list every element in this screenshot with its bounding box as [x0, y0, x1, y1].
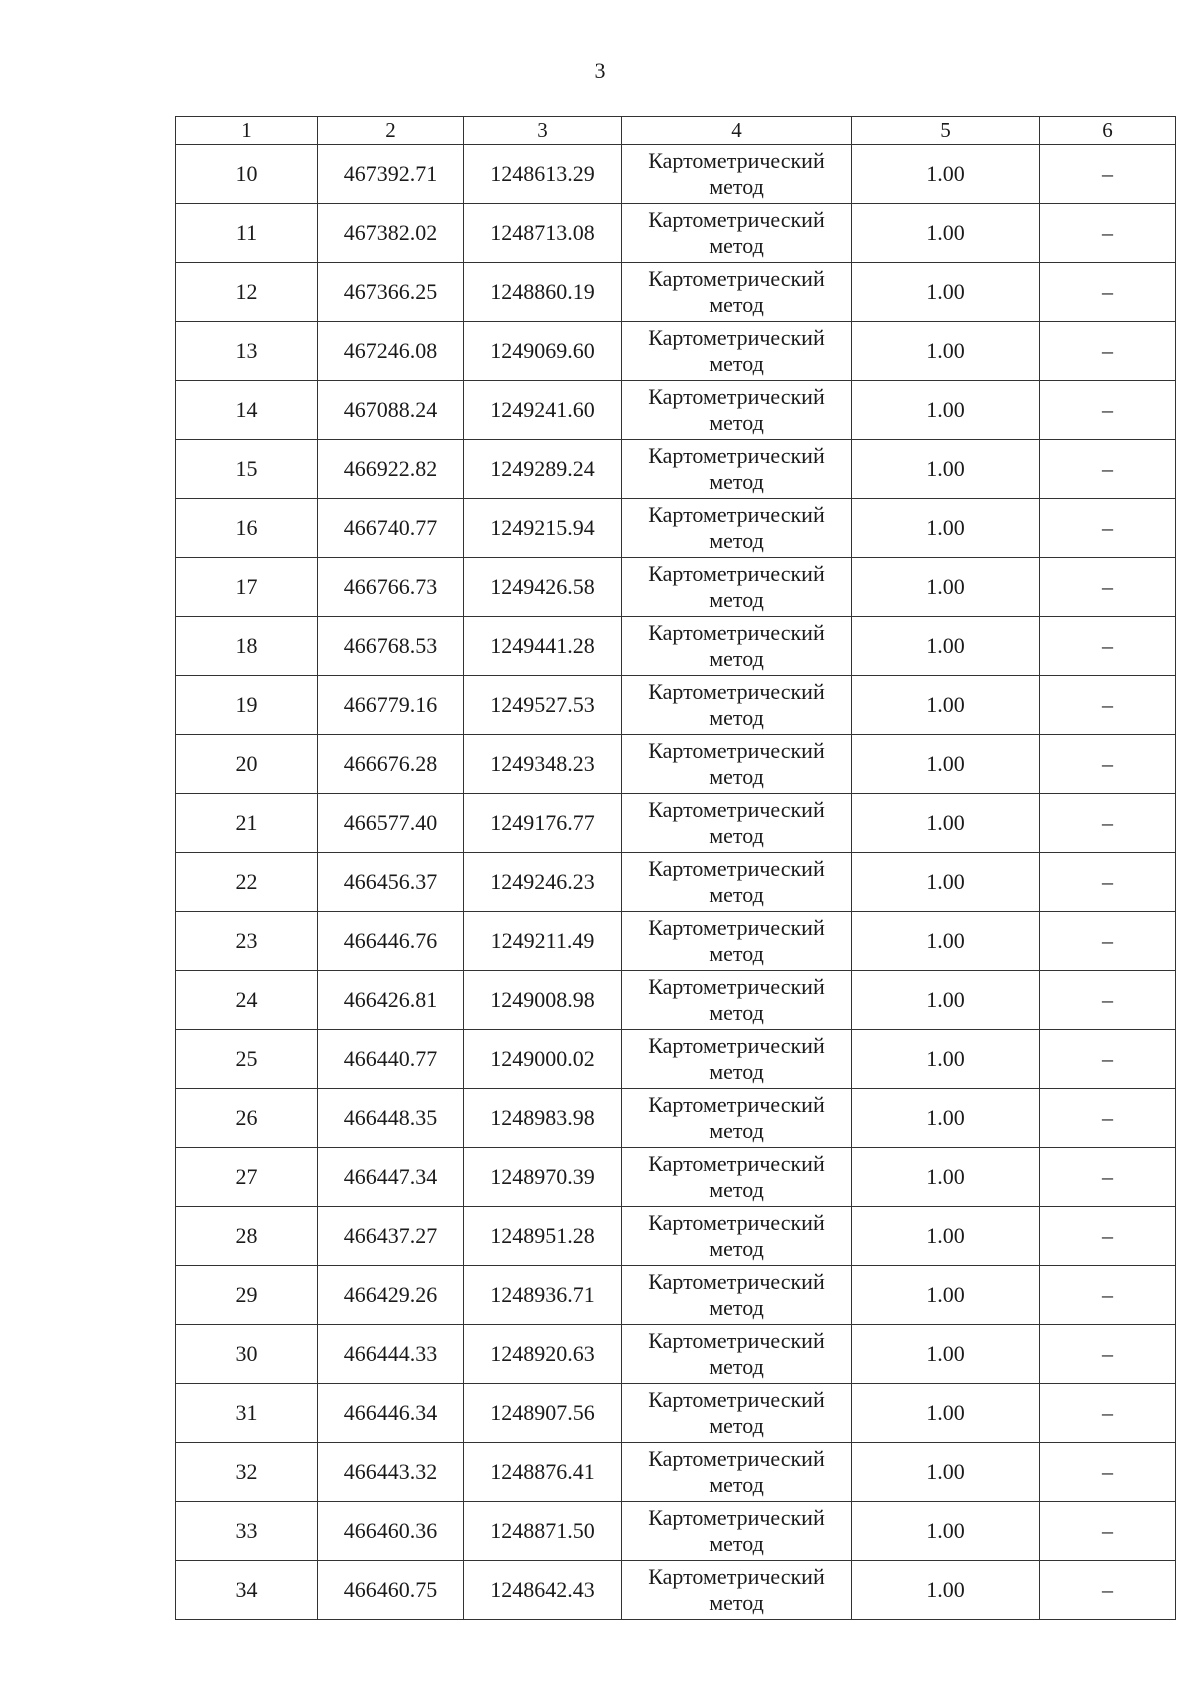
x-coordinate-cell: 466444.33	[318, 1325, 464, 1384]
point-number-cell: 30	[176, 1325, 318, 1384]
method-line-2: метод	[709, 882, 764, 907]
accuracy-cell: 1.00	[852, 1443, 1040, 1502]
point-number-cell: 28	[176, 1207, 318, 1266]
method-line-2: метод	[709, 1059, 764, 1084]
method-cell	[622, 1443, 852, 1502]
y-coordinate-cell: 1248613.29	[464, 145, 622, 204]
accuracy-cell: 1.00	[852, 1030, 1040, 1089]
note-cell: –	[1040, 1148, 1176, 1207]
note-cell: –	[1040, 558, 1176, 617]
method-cell	[622, 381, 852, 440]
method-line-1: Картометрический	[648, 738, 825, 763]
method-line-1: Картометрический	[648, 384, 825, 409]
y-coordinate-cell: 1249246.23	[464, 853, 622, 912]
note-cell: –	[1040, 1266, 1176, 1325]
point-number-cell: 20	[176, 735, 318, 794]
y-coordinate-cell: 1248642.43	[464, 1561, 622, 1620]
method-line-2: метод	[709, 1354, 764, 1379]
method-line-1: Картометрический	[648, 502, 825, 527]
note-cell: –	[1040, 617, 1176, 676]
accuracy-cell: 1.00	[852, 1325, 1040, 1384]
method-line-1: Картометрический	[648, 1151, 825, 1176]
method-line-2: метод	[709, 1413, 764, 1438]
method-line-1: Картометрический	[648, 974, 825, 999]
method-line-2: метод	[709, 292, 764, 317]
point-number-cell: 19	[176, 676, 318, 735]
x-coordinate-cell: 467246.08	[318, 322, 464, 381]
method-line-2: метод	[709, 1531, 764, 1556]
x-coordinate-cell: 466443.32	[318, 1443, 464, 1502]
point-number-cell: 31	[176, 1384, 318, 1443]
method-line-1: Картометрический	[648, 1328, 825, 1353]
y-coordinate-cell: 1249527.53	[464, 676, 622, 735]
y-coordinate-cell: 1248983.98	[464, 1089, 622, 1148]
method-line-1: Картометрический	[648, 1269, 825, 1294]
header-cell-4: 4	[622, 117, 852, 145]
point-number-cell: 18	[176, 617, 318, 676]
method-cell	[622, 1148, 852, 1207]
method-cell	[622, 1030, 852, 1089]
coordinates-table	[175, 116, 1176, 1620]
point-number-cell: 33	[176, 1502, 318, 1561]
method-line-2: метод	[709, 1295, 764, 1320]
method-cell	[622, 1266, 852, 1325]
y-coordinate-cell: 1249426.58	[464, 558, 622, 617]
point-number-cell: 29	[176, 1266, 318, 1325]
accuracy-cell: 1.00	[852, 912, 1040, 971]
x-coordinate-cell: 466447.34	[318, 1148, 464, 1207]
point-number-cell: 17	[176, 558, 318, 617]
method-line-1: Картометрический	[648, 679, 825, 704]
method-cell	[622, 617, 852, 676]
method-cell	[622, 853, 852, 912]
method-line-2: метод	[709, 646, 764, 671]
accuracy-cell: 1.00	[852, 558, 1040, 617]
y-coordinate-cell: 1249176.77	[464, 794, 622, 853]
method-line-1: Картометрический	[648, 1387, 825, 1412]
y-coordinate-cell: 1248876.41	[464, 1443, 622, 1502]
point-number-cell: 32	[176, 1443, 318, 1502]
x-coordinate-cell: 466768.53	[318, 617, 464, 676]
table-row	[176, 204, 1176, 263]
y-coordinate-cell: 1249215.94	[464, 499, 622, 558]
accuracy-cell: 1.00	[852, 676, 1040, 735]
table-row	[176, 263, 1176, 322]
x-coordinate-cell: 466779.16	[318, 676, 464, 735]
method-cell	[622, 1561, 852, 1620]
accuracy-cell: 1.00	[852, 735, 1040, 794]
x-coordinate-cell: 466456.37	[318, 853, 464, 912]
method-line-1: Картометрический	[648, 1564, 825, 1589]
point-number-cell: 25	[176, 1030, 318, 1089]
y-coordinate-cell: 1249441.28	[464, 617, 622, 676]
method-line-1: Картометрический	[648, 207, 825, 232]
accuracy-cell: 1.00	[852, 853, 1040, 912]
table-row	[176, 1207, 1176, 1266]
note-cell: –	[1040, 322, 1176, 381]
note-cell: –	[1040, 145, 1176, 204]
method-line-2: метод	[709, 351, 764, 376]
method-line-1: Картометрический	[648, 620, 825, 645]
y-coordinate-cell: 1249241.60	[464, 381, 622, 440]
accuracy-cell: 1.00	[852, 1089, 1040, 1148]
point-number-cell: 16	[176, 499, 318, 558]
y-coordinate-cell: 1248907.56	[464, 1384, 622, 1443]
method-cell	[622, 204, 852, 263]
note-cell: –	[1040, 1207, 1176, 1266]
method-cell	[622, 794, 852, 853]
accuracy-cell: 1.00	[852, 1561, 1040, 1620]
method-cell	[622, 263, 852, 322]
table-row	[176, 381, 1176, 440]
note-cell: –	[1040, 499, 1176, 558]
y-coordinate-cell: 1248871.50	[464, 1502, 622, 1561]
header-cell-1: 1	[176, 117, 318, 145]
method-cell	[622, 322, 852, 381]
x-coordinate-cell: 466460.75	[318, 1561, 464, 1620]
point-number-cell: 34	[176, 1561, 318, 1620]
x-coordinate-cell: 467382.02	[318, 204, 464, 263]
header-row	[176, 117, 1176, 145]
method-cell	[622, 676, 852, 735]
method-cell	[622, 735, 852, 794]
note-cell: –	[1040, 1089, 1176, 1148]
table-row	[176, 1325, 1176, 1384]
accuracy-cell: 1.00	[852, 1148, 1040, 1207]
note-cell: –	[1040, 853, 1176, 912]
method-line-2: метод	[709, 941, 764, 966]
table-row	[176, 1561, 1176, 1620]
method-line-2: метод	[709, 764, 764, 789]
note-cell: –	[1040, 735, 1176, 794]
note-cell: –	[1040, 1502, 1176, 1561]
x-coordinate-cell: 467366.25	[318, 263, 464, 322]
header-cell-5: 5	[852, 117, 1040, 145]
x-coordinate-cell: 466429.26	[318, 1266, 464, 1325]
x-coordinate-cell: 467088.24	[318, 381, 464, 440]
point-number-cell: 21	[176, 794, 318, 853]
method-line-1: Картометрический	[648, 1446, 825, 1471]
y-coordinate-cell: 1248951.28	[464, 1207, 622, 1266]
table-row	[176, 1089, 1176, 1148]
point-number-cell: 12	[176, 263, 318, 322]
table-row	[176, 912, 1176, 971]
y-coordinate-cell: 1249289.24	[464, 440, 622, 499]
method-cell	[622, 912, 852, 971]
accuracy-cell: 1.00	[852, 794, 1040, 853]
method-line-1: Картометрический	[648, 266, 825, 291]
table-row	[176, 1030, 1176, 1089]
table-row	[176, 558, 1176, 617]
note-cell: –	[1040, 794, 1176, 853]
accuracy-cell: 1.00	[852, 1207, 1040, 1266]
table-row	[176, 1384, 1176, 1443]
table-row	[176, 1148, 1176, 1207]
accuracy-cell: 1.00	[852, 145, 1040, 204]
x-coordinate-cell: 466676.28	[318, 735, 464, 794]
x-coordinate-cell: 466922.82	[318, 440, 464, 499]
method-cell	[622, 1325, 852, 1384]
accuracy-cell: 1.00	[852, 204, 1040, 263]
y-coordinate-cell: 1248936.71	[464, 1266, 622, 1325]
method-line-2: метод	[709, 1000, 764, 1025]
y-coordinate-cell: 1248970.39	[464, 1148, 622, 1207]
note-cell: –	[1040, 381, 1176, 440]
note-cell: –	[1040, 1030, 1176, 1089]
point-number-cell: 11	[176, 204, 318, 263]
note-cell: –	[1040, 1443, 1176, 1502]
table-row	[176, 853, 1176, 912]
page-number: 3	[594, 58, 606, 83]
point-number-cell: 14	[176, 381, 318, 440]
method-line-2: метод	[709, 705, 764, 730]
table-row	[176, 1266, 1176, 1325]
method-cell	[622, 558, 852, 617]
point-number-cell: 22	[176, 853, 318, 912]
table-row	[176, 440, 1176, 499]
x-coordinate-cell: 466577.40	[318, 794, 464, 853]
y-coordinate-cell: 1249348.23	[464, 735, 622, 794]
x-coordinate-cell: 466437.27	[318, 1207, 464, 1266]
accuracy-cell: 1.00	[852, 1384, 1040, 1443]
note-cell: –	[1040, 1561, 1176, 1620]
method-line-1: Картометрический	[648, 1033, 825, 1058]
note-cell: –	[1040, 971, 1176, 1030]
y-coordinate-cell: 1249000.02	[464, 1030, 622, 1089]
method-line-2: метод	[709, 1118, 764, 1143]
y-coordinate-cell: 1249008.98	[464, 971, 622, 1030]
method-line-1: Картометрический	[648, 1092, 825, 1117]
x-coordinate-cell: 466426.81	[318, 971, 464, 1030]
method-line-1: Картометрический	[648, 856, 825, 881]
accuracy-cell: 1.00	[852, 971, 1040, 1030]
table-header	[176, 117, 1176, 145]
method-line-1: Картометрический	[648, 1210, 825, 1235]
table-row	[176, 1502, 1176, 1561]
accuracy-cell: 1.00	[852, 263, 1040, 322]
y-coordinate-cell: 1249069.60	[464, 322, 622, 381]
accuracy-cell: 1.00	[852, 322, 1040, 381]
x-coordinate-cell: 466446.76	[318, 912, 464, 971]
y-coordinate-cell: 1248860.19	[464, 263, 622, 322]
note-cell: –	[1040, 676, 1176, 735]
point-number-cell: 23	[176, 912, 318, 971]
accuracy-cell: 1.00	[852, 381, 1040, 440]
method-line-2: метод	[709, 1236, 764, 1261]
method-line-1: Картометрический	[648, 561, 825, 586]
x-coordinate-cell: 466740.77	[318, 499, 464, 558]
method-line-1: Картометрический	[648, 1505, 825, 1530]
method-line-2: метод	[709, 587, 764, 612]
method-line-2: метод	[709, 233, 764, 258]
note-cell: –	[1040, 1384, 1176, 1443]
method-line-2: метод	[709, 410, 764, 435]
table-row	[176, 794, 1176, 853]
header-cell-2: 2	[318, 117, 464, 145]
method-cell	[622, 1207, 852, 1266]
method-line-1: Картометрический	[648, 797, 825, 822]
header-cell-3: 3	[464, 117, 622, 145]
method-line-2: метод	[709, 823, 764, 848]
x-coordinate-cell: 466460.36	[318, 1502, 464, 1561]
note-cell: –	[1040, 263, 1176, 322]
accuracy-cell: 1.00	[852, 1502, 1040, 1561]
note-cell: –	[1040, 1325, 1176, 1384]
x-coordinate-cell: 467392.71	[318, 145, 464, 204]
method-cell	[622, 1089, 852, 1148]
x-coordinate-cell: 466448.35	[318, 1089, 464, 1148]
table-row	[176, 617, 1176, 676]
note-cell: –	[1040, 204, 1176, 263]
y-coordinate-cell: 1248713.08	[464, 204, 622, 263]
x-coordinate-cell: 466766.73	[318, 558, 464, 617]
method-line-2: метод	[709, 1177, 764, 1202]
x-coordinate-cell: 466440.77	[318, 1030, 464, 1089]
method-line-2: метод	[709, 1472, 764, 1497]
method-cell	[622, 1502, 852, 1561]
table-row	[176, 735, 1176, 794]
method-line-1: Картометрический	[648, 325, 825, 350]
point-number-cell: 15	[176, 440, 318, 499]
table-row	[176, 145, 1176, 204]
method-line-2: метод	[709, 1590, 764, 1615]
method-line-2: метод	[709, 174, 764, 199]
x-coordinate-cell: 466446.34	[318, 1384, 464, 1443]
accuracy-cell: 1.00	[852, 440, 1040, 499]
note-cell: –	[1040, 440, 1176, 499]
method-line-1: Картометрический	[648, 915, 825, 940]
method-line-1: Картометрический	[648, 443, 825, 468]
note-cell: –	[1040, 912, 1176, 971]
table-row	[176, 676, 1176, 735]
table-row	[176, 499, 1176, 558]
accuracy-cell: 1.00	[852, 499, 1040, 558]
y-coordinate-cell: 1249211.49	[464, 912, 622, 971]
method-cell	[622, 145, 852, 204]
header-cell-6: 6	[1040, 117, 1176, 145]
method-cell	[622, 499, 852, 558]
method-line-1: Картометрический	[648, 148, 825, 173]
y-coordinate-cell: 1248920.63	[464, 1325, 622, 1384]
table-row	[176, 971, 1176, 1030]
point-number-cell: 10	[176, 145, 318, 204]
method-line-2: метод	[709, 469, 764, 494]
point-number-cell: 24	[176, 971, 318, 1030]
method-cell	[622, 971, 852, 1030]
accuracy-cell: 1.00	[852, 617, 1040, 676]
table-row	[176, 1443, 1176, 1502]
method-line-2: метод	[709, 528, 764, 553]
point-number-cell: 26	[176, 1089, 318, 1148]
point-number-cell: 13	[176, 322, 318, 381]
table-body	[176, 145, 1176, 1620]
accuracy-cell: 1.00	[852, 1266, 1040, 1325]
point-number-cell: 27	[176, 1148, 318, 1207]
table-row	[176, 322, 1176, 381]
method-cell	[622, 440, 852, 499]
method-cell	[622, 1384, 852, 1443]
